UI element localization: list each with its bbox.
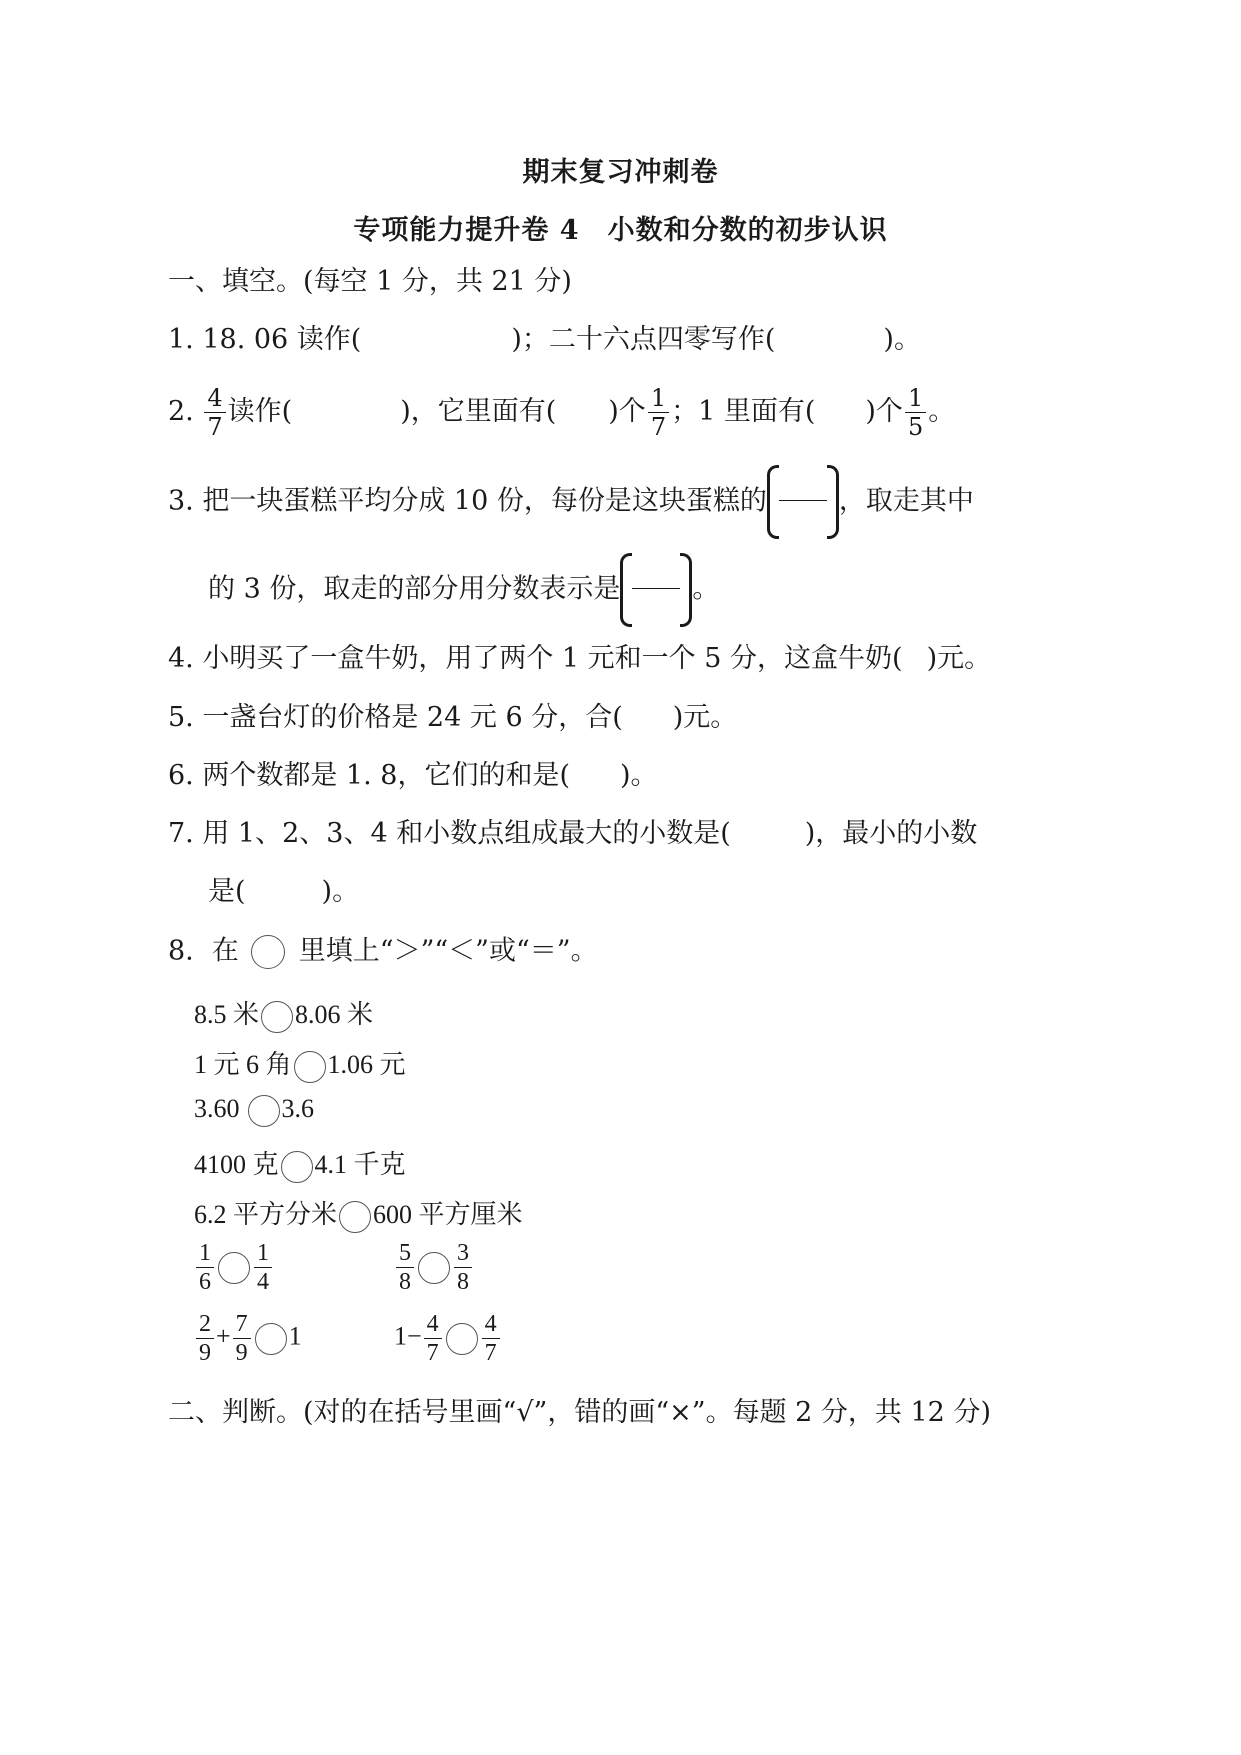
compare-6a-left-numerator: 1 (199, 1240, 211, 1266)
compare-7a-fraction-a (196, 1312, 214, 1365)
q3-text-a: 3. 把一块蛋糕平均分成 10 份，每份是这块蛋糕的 (168, 485, 767, 517)
compare-7b-operator: − (407, 1321, 422, 1351)
q6-text-a: 6. 两个数都是 1. 8，它们的和是( (168, 760, 570, 791)
question-6 (168, 762, 658, 789)
q2-text-c: )个 (608, 396, 646, 427)
q2-fraction-1 (204, 386, 225, 439)
compare-2-left: 1 元 6 角 (194, 1050, 292, 1079)
compare-5-right: 600 平方厘米 (373, 1200, 523, 1229)
sample-circle-icon (251, 935, 285, 969)
compare-7b-fraction-a (424, 1312, 442, 1365)
compare-7b-left: 1 (394, 1321, 407, 1351)
q2-f1-numerator: 4 (207, 384, 223, 412)
question-7-line-2 (208, 878, 359, 905)
q2-text-a: 读作( (227, 396, 293, 427)
compare-6b-left-denominator: 8 (399, 1269, 411, 1295)
q8-num: 8. (168, 935, 194, 967)
q5-text-a: 5. 一盏台灯的价格是 24 元 6 分，合( (168, 702, 623, 733)
question-4 (168, 645, 991, 672)
section1-heading: 一、填空。(每空 1 分，共 21 分) (168, 266, 572, 297)
compare-7a-fraction-b (233, 1312, 251, 1365)
compare-3-circle[interactable] (248, 1095, 280, 1127)
compare-row-4 (194, 1144, 406, 1183)
q5-text-b: )元。 (672, 702, 738, 733)
compare-6a-right-denominator: 4 (257, 1269, 269, 1295)
compare-6b-left-numerator: 5 (399, 1240, 411, 1266)
q7-text-c: 是( (208, 876, 246, 907)
compare-row-6a (194, 1241, 274, 1294)
q8-text-b: 里填上“＞”“＜”或“＝”。 (298, 935, 598, 967)
compare-1-left: 8.5 米 (194, 1000, 260, 1029)
section2-heading: 二、判断。(对的在括号里画“√”，错的画“×”。每题 2 分，共 12 分) (168, 1397, 991, 1428)
compare-7b-circle[interactable] (446, 1323, 478, 1355)
q2-num: 2. (168, 396, 194, 427)
compare-6b-right-numerator: 3 (457, 1240, 469, 1266)
q2-text-b: )，它里面有( (400, 396, 557, 427)
q1-text-a: 1. 18. 06 读作( (168, 324, 362, 355)
compare-6b-circle[interactable] (418, 1252, 450, 1284)
q3-fraction-box-1 (767, 465, 839, 539)
compare-2-right: 1.06 元 (327, 1050, 406, 1079)
compare-6b-right-denominator: 8 (457, 1269, 469, 1295)
compare-3-right: 3.6 (281, 1094, 314, 1123)
q2-text-d: ；1 里面有( (671, 396, 816, 427)
question-5 (168, 704, 737, 731)
compare-4-left: 4100 克 (194, 1150, 279, 1179)
compare-row-3 (194, 1094, 314, 1127)
q3-text-d: 。 (692, 573, 720, 605)
question-8 (168, 935, 598, 969)
compare-6a-circle[interactable] (218, 1252, 250, 1284)
compare-7b-a-denominator: 7 (426, 1340, 439, 1366)
compare-4-right: 4.1 千克 (314, 1150, 406, 1179)
compare-1-right: 8.06 米 (295, 1000, 374, 1029)
q3-text-c: 的 3 份，取走的部分用分数表示是 (208, 573, 621, 605)
compare-6a-left-fraction (196, 1241, 214, 1294)
compare-7a-a-denominator: 9 (199, 1340, 211, 1366)
compare-5-circle[interactable] (339, 1201, 371, 1233)
question-1 (168, 326, 921, 353)
compare-7a-operator: + (216, 1321, 231, 1351)
compare-1-circle[interactable] (261, 1001, 293, 1033)
compare-row-7b (394, 1312, 502, 1365)
question-3-line-2 (208, 553, 719, 627)
q7-text-d: )。 (321, 876, 360, 907)
q3-text-b: ，取走其中 (838, 485, 974, 517)
q2-fraction-2 (648, 386, 669, 439)
q2-fraction-3 (905, 386, 926, 439)
compare-7a-b-numerator: 7 (235, 1311, 248, 1337)
compare-7a-circle[interactable] (255, 1323, 287, 1355)
compare-row-5 (194, 1194, 523, 1233)
compare-7b-a-numerator: 4 (426, 1311, 439, 1337)
q2-text-f: 。 (928, 396, 956, 427)
page-title: 期末复习冲刺卷 (522, 157, 719, 188)
compare-6b-right-fraction (454, 1241, 472, 1294)
compare-row-7a (194, 1312, 302, 1365)
q1-text-c: )。 (883, 324, 921, 355)
q7-text-b: )，最小的小数 (804, 818, 978, 849)
q7-text-a: 7. 用 1、2、3、4 和小数点组成最大的小数是( (168, 818, 731, 849)
q2-f3-numerator: 1 (907, 384, 924, 412)
q2-f2-denominator: 7 (650, 413, 667, 441)
compare-6a-right-fraction (254, 1241, 272, 1294)
compare-7b-b-numerator: 4 (484, 1311, 497, 1337)
q3-fraction-box-2 (620, 553, 692, 627)
question-3-line-1 (168, 465, 974, 539)
q2-f2-numerator: 1 (650, 384, 667, 412)
compare-6a-left-denominator: 6 (199, 1269, 211, 1295)
q4-text-b: )元。 (926, 643, 992, 674)
q2-f3-denominator: 5 (907, 413, 924, 441)
compare-6a-right-numerator: 1 (257, 1240, 269, 1266)
q6-text-b: )。 (619, 760, 658, 791)
page-subtitle: 专项能力提升卷 4 小数和分数的初步认识 (353, 215, 888, 246)
question-2 (168, 386, 955, 439)
compare-3-left: 3.60 (194, 1094, 240, 1123)
compare-row-6b (394, 1241, 474, 1294)
q2-text-e: )个 (865, 396, 903, 427)
compare-2-circle[interactable] (294, 1051, 326, 1083)
q1-text-b: )；二十六点四零写作( (511, 324, 776, 355)
compare-4-circle[interactable] (281, 1151, 313, 1183)
compare-6b-left-fraction (396, 1241, 414, 1294)
compare-7b-b-denominator: 7 (484, 1340, 497, 1366)
compare-5-left: 6.2 平方分米 (194, 1200, 338, 1229)
compare-row-1 (194, 994, 373, 1033)
compare-7a-right: 1 (288, 1321, 302, 1351)
q2-f1-denominator: 7 (207, 413, 223, 441)
q4-text-a: 4. 小明买了一盒牛奶，用了两个 1 元和一个 5 分，这盒牛奶( (168, 643, 903, 674)
q8-text-a: 在 (211, 935, 239, 967)
compare-7b-fraction-b (482, 1312, 500, 1365)
compare-7a-b-denominator: 9 (235, 1340, 248, 1366)
compare-row-2 (194, 1044, 406, 1083)
question-7-line-1 (168, 820, 977, 847)
compare-7a-a-numerator: 2 (199, 1311, 211, 1337)
